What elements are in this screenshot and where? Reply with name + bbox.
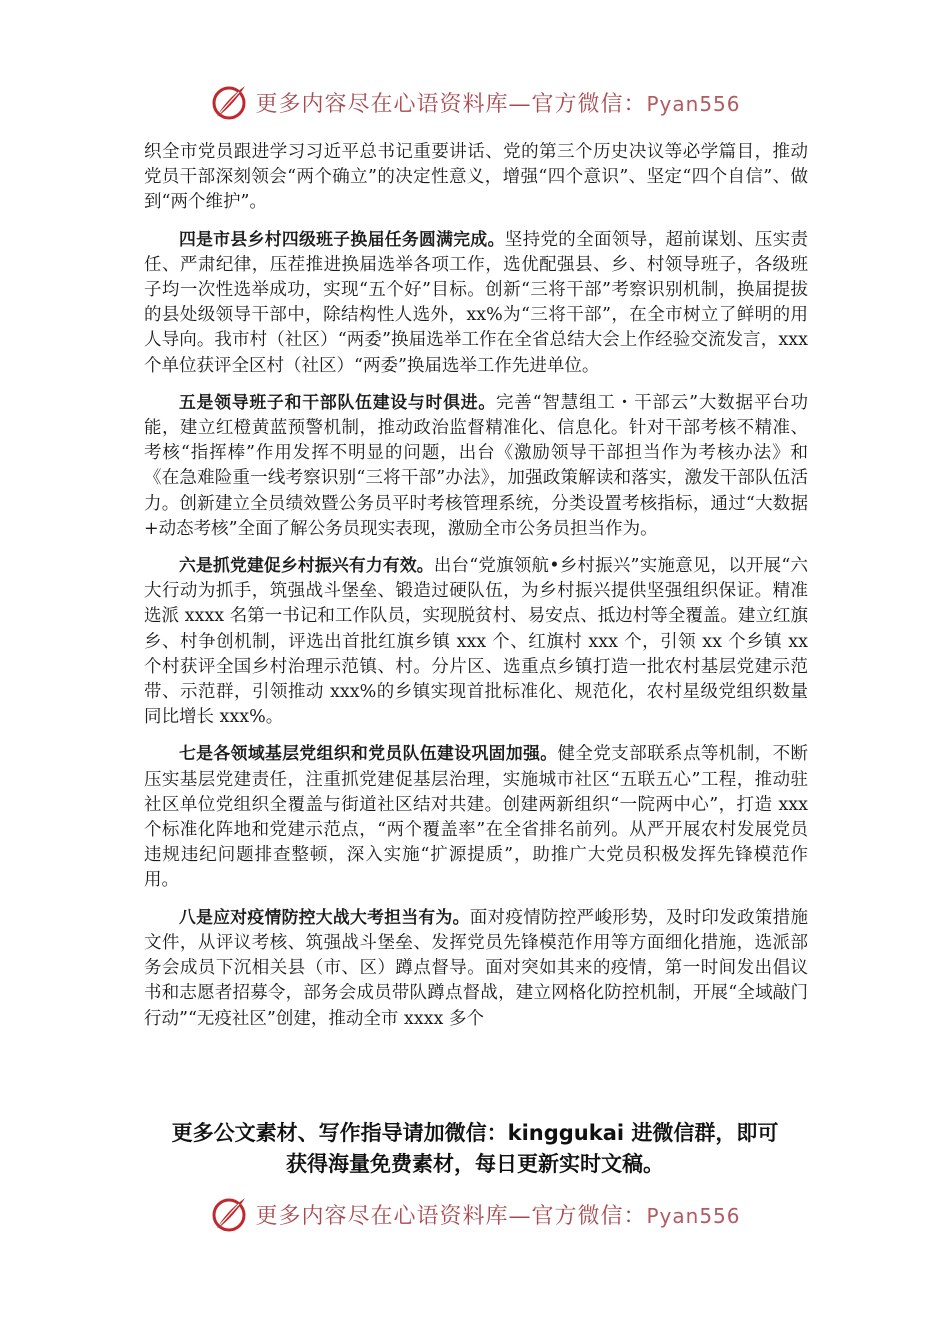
promo-line-1: 更多公文素材、写作指导请加微信：kinggukai 进微信群，即可 <box>171 1121 779 1145</box>
paragraph-lead: 七是各领域基层党组织和党员队伍建设巩固加强。 <box>179 743 558 764</box>
footer-wechat-id: Pyan556 <box>646 1203 741 1228</box>
paragraph-continued: 织全市党员跟进学习习近平总书记重要讲话、党的第三个历史决议等必学篇目，推动党员干部深刻领会“两个确立”的决定性意义，增强“四个意识”、坚定“四个自信”、做到“两个维护”。 <box>144 142 808 213</box>
header-banner-text: 更多内容尽在心语资料库—官方微信：Pyan556 <box>255 91 741 117</box>
footer-banner <box>0 1192 950 1236</box>
paragraph-item-eight: 八是应对疫情防控大战大考担当有为。面对疫情防控严峻形势，及时印发政策措施文件，从评议考核、筑强战斗堡垒、发挥党员先锋模范作用等方面细化措施，选派部务会成员下沉相关县（市、区）蹲点督导。面对突如其来的疫情，第一时间发出倡议书和志愿者招募令，部务会成员带队蹲点督战，建立网格化防控机制，开展“全域敲门行动”“无疫社区”创建，推动全市 xxxx 多个 <box>144 906 808 1029</box>
paragraph-lead: 八是应对疫情防控大战大考担当有为。 <box>179 906 470 927</box>
quill-logo-icon <box>209 82 249 122</box>
promo-notice <box>110 1118 840 1180</box>
document-body <box>144 140 808 1043</box>
paragraph-item-five: 五是领导班子和干部队伍建设与时俱进。完善“智慧组工・干部云”大数据平台功能，建立红橙黄蓝预警机制，推动政治监督精准化、信息化。针对干部考核不精准、考核“指挥棒”作用发挥不明显的问题，出台《激励领导干部担当作为考核办法》和《在急难险重一线考察识别“三将干部”办法》，加强政策解读和落实，激发干部队伍活力。创新建立全员绩效暨公务员平时考核管理系统，分类设置考核指标，通过“大数据+动态考核”全面了解公务员现实表现，激励全市公务员担当作为。 <box>144 391 808 539</box>
paragraph-lead: 五是领导班子和干部队伍建设与时俱进。 <box>179 391 496 412</box>
header-banner <box>0 80 950 124</box>
quill-logo-icon <box>209 1194 249 1234</box>
header-wechat-id: Pyan556 <box>646 91 741 116</box>
paragraph-item-four: 四是市县乡村四级班子换届任务圆满完成。坚持党的全面领导，超前谋划、压实责任、严肃纪律，压茬推进换届选举各项工作，选优配强县、乡、村领导班子，各级班子均一次性选举成功，实现“五个好”目标。创新“三将干部”考察识别机制，换届提拔的县处级领导干部中，除结构性人选外，xx%为“三将干部”，在全市树立了鲜明的用人导向。我市村（社区）“两委”换届选举工作在全省总结大会上作经验交流发言，xxx 个单位获评全区村（社区）“两委”换届选举工作先进单位。 <box>144 228 808 376</box>
promo-line-2: 获得海量免费素材，每日更新实时文稿。 <box>286 1152 664 1176</box>
paragraph-lead: 四是市县乡村四级班子换届任务圆满完成。 <box>179 228 505 249</box>
paragraph-item-six: 六是抓党建促乡村振兴有力有效。出台“党旗领航•乡村振兴”实施意见，以开展“六大行动为抓手，筑强战斗堡垒、锻造过硬队伍，为乡村振兴提供坚强组织保证。精准选派 xxxx 名第一书记和工作队员，实现脱贫村、易安点、抵边村等全覆盖。建立红旗乡、村争创机制，评选出首批红旗乡镇 xxx 个、红旗村 xxx 个，引领 xx 个乡镇 xx 个村获评全国乡村治理示范镇、村。分片区、选重点乡镇打造一批农村基层党建示范带、示范群，引领推动 xxx%的乡镇实现首批标准化、规范化，农村星级党组织数量同比增长 xxx%。 <box>144 555 808 728</box>
paragraph-item-seven: 七是各领域基层党组织和党员队伍建设巩固加强。健全党支部联系点等机制，不断压实基层党建责任，注重抓党建促基层治理，实施城市社区“五联五心”工程，推动驻社区单位党组织全覆盖与街道社区结对共建。创建两新组织“一院两中心”，打造 xxx 个标准化阵地和党建示范点，“两个覆盖率”在全省排名前列。从严开展农村发展党员违规违纪问题排查整顿，深入实施“扩源提质”，助推广大党员积极发挥先锋模范作用。 <box>144 743 808 891</box>
footer-banner-text: 更多内容尽在心语资料库—官方微信：Pyan556 <box>255 1203 741 1229</box>
paragraph-lead: 六是抓党建促乡村振兴有力有效。 <box>179 555 434 576</box>
